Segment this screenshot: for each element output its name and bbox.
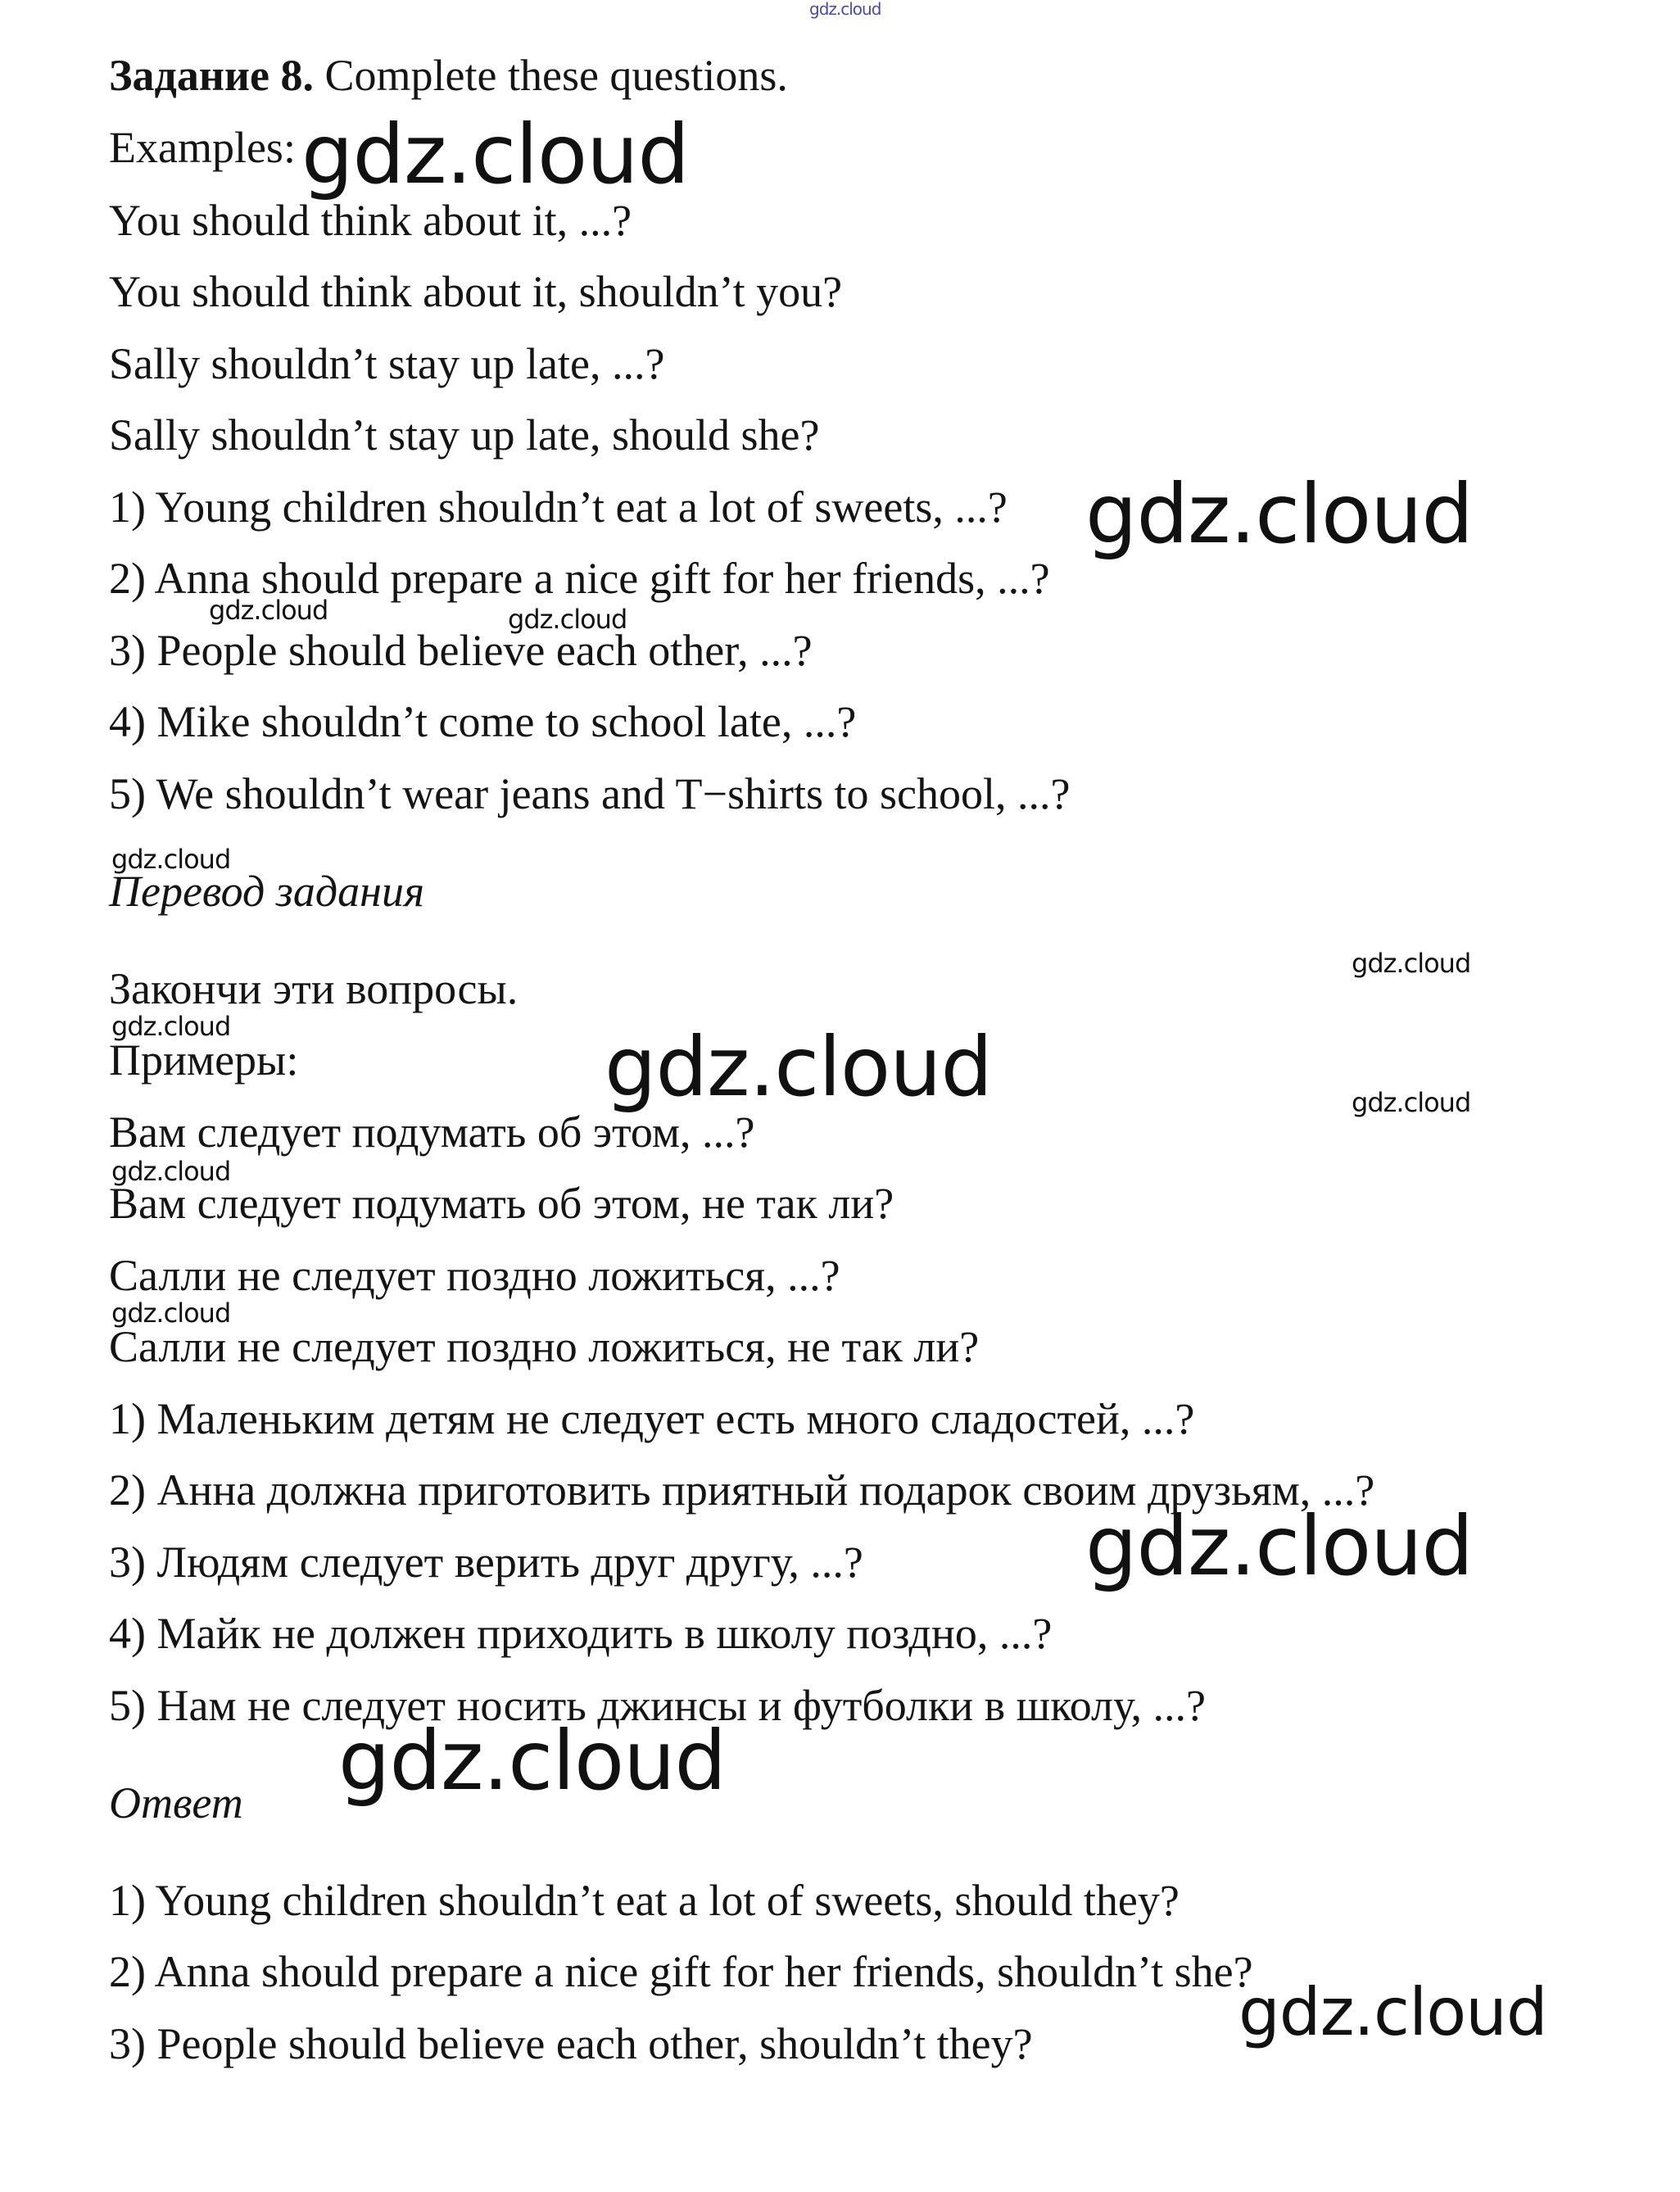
translation-heading: Перевод задания <box>109 867 425 916</box>
watermark: gdz.cloud <box>508 604 627 635</box>
watermark: gdz.cloud <box>301 106 690 202</box>
translation-question-item: 2) Анна должна приготовить приятный подарок своим друзьям, ...? <box>109 1465 1375 1515</box>
watermark: gdz.cloud <box>605 1019 993 1115</box>
example-line: You should think about it, shouldn’t you? <box>109 267 843 316</box>
question-item: 5) We shouldn’t wear jeans and T−shirts to school, ...? <box>109 769 1071 818</box>
task-instruction: Complete these questions. <box>324 51 788 100</box>
translation-examples-label: Примеры: <box>109 1035 299 1085</box>
translation-question-item: 3) Людям следует верить друг другу, ...? <box>109 1538 863 1587</box>
watermark: gdz.cloud <box>111 1298 231 1329</box>
task-number: Задание 8. <box>109 51 315 100</box>
question-item: 3) People should believe each other, ...? <box>109 626 813 675</box>
watermark: gdz.cloud <box>209 595 328 626</box>
watermark: gdz.cloud <box>1085 466 1474 562</box>
translation-example-line: Вам следует подумать об этом, ...? <box>109 1107 755 1157</box>
example-line: You should think about it, ...? <box>109 196 632 245</box>
translation-example-line: Вам следует подумать об этом, не так ли? <box>109 1179 894 1228</box>
answer-heading: Ответ <box>109 1778 243 1827</box>
translation-instruction: Закончи эти вопросы. <box>109 964 518 1013</box>
answer-item: 1) Young children shouldn’t eat a lot of sweets, should they? <box>109 1876 1180 1925</box>
answer-item: 3) People should believe each other, shouldn’t they? <box>109 2019 1033 2068</box>
watermark: gdz.cloud <box>1352 948 1471 979</box>
watermark: gdz.cloud <box>111 1011 231 1042</box>
question-item: 1) Young children shouldn’t eat a lot of sweets, ...? <box>109 482 1008 532</box>
task-title <box>109 49 788 102</box>
examples-label: Examples: <box>109 123 296 172</box>
question-item: 2) Anna should prepare a nice gift for her friends, ...? <box>109 554 1050 603</box>
translation-question-item: 4) Майк не должен приходить в школу поздно, ...? <box>109 1609 1053 1658</box>
example-line: Sally shouldn’t stay up late, should she? <box>109 410 820 460</box>
watermark: gdz.cloud <box>1352 1087 1471 1118</box>
watermark: gdz.cloud <box>1085 1498 1474 1594</box>
translation-question-item: 5) Нам не следует носить джинсы и футболки в школу, ...? <box>109 1681 1207 1730</box>
answer-item: 2) Anna should prepare a nice gift for her friends, shouldn’t she? <box>109 1947 1253 1996</box>
watermark: gdz.cloud <box>809 0 881 19</box>
watermark: gdz.cloud <box>338 1713 727 1809</box>
example-line: Sally shouldn’t stay up late, ...? <box>109 339 665 388</box>
translation-question-item: 1) Маленьким детям не следует есть много сладостей, ...? <box>109 1394 1195 1443</box>
translation-example-line: Салли не следует поздно ложиться, не так ли? <box>109 1322 980 1371</box>
watermark: gdz.cloud <box>111 1156 231 1187</box>
watermark: gdz.cloud <box>111 844 231 875</box>
question-item: 4) Mike shouldn’t come to school late, ...? <box>109 697 857 746</box>
translation-example-line: Салли не следует поздно ложиться, ...? <box>109 1251 840 1300</box>
watermark: gdz.cloud <box>1238 1974 1547 2050</box>
